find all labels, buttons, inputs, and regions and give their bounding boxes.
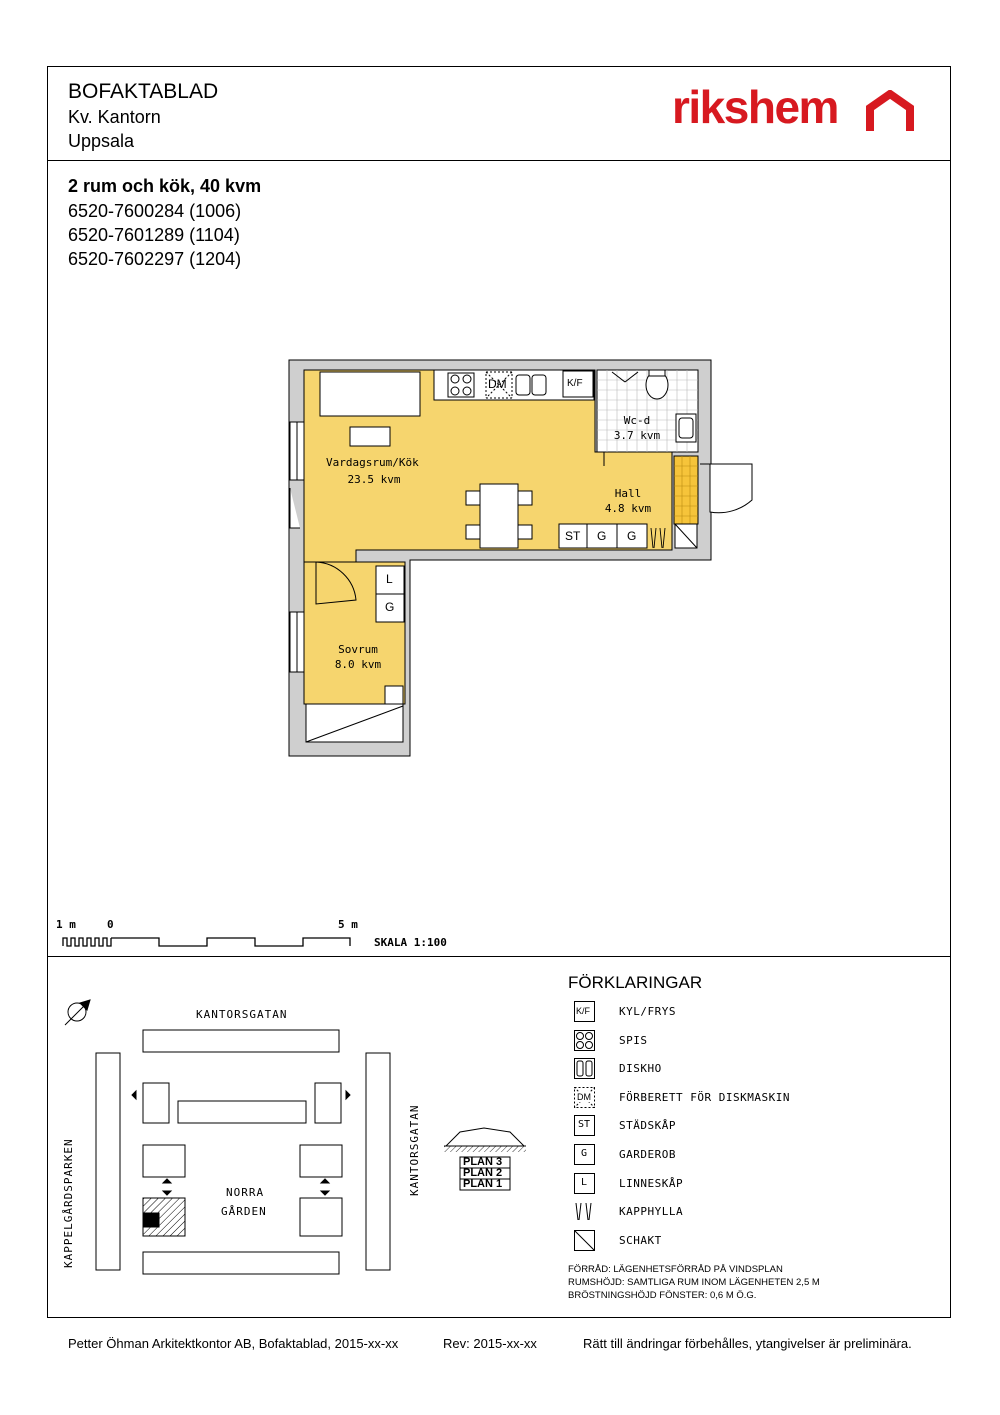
kapphylla-icon <box>574 1201 595 1222</box>
street-label-top: KANTORSGATAN <box>196 1008 288 1021</box>
scale-bar <box>60 934 360 950</box>
garderob-label: G <box>385 600 395 614</box>
note-storage: FÖRRÅD: LÄGENHETSFÖRRÅD PÅ VINDSPLAN <box>568 1264 783 1275</box>
room-label: Hall <box>614 487 642 500</box>
apartment-type: 2 rum och kök, 40 kvm <box>68 176 262 196</box>
footer-disclaimer: Rätt till ändringar förbehålles, ytangivelser är preliminära. <box>583 1336 912 1351</box>
city-name: Uppsala <box>68 131 135 151</box>
footer-company: Petter Öhman Arkitektkontor AB, Bofaktablad, 2015-xx-xx <box>68 1336 399 1351</box>
note-room-height: RUMSHÖJD: SAMTLIGA RUM INOM LÄGENHETEN 2,5 M <box>568 1277 820 1288</box>
room-area: 23.5 kvm <box>347 473 401 486</box>
scale-0: 0 <box>107 918 114 931</box>
linneskap-label: L <box>386 572 393 586</box>
stadskap-label: ST <box>565 529 581 543</box>
park-label-left: KAPPELGÅRDSPARKEN <box>62 1138 75 1268</box>
block-name: Kv. Kantorn <box>68 107 161 127</box>
street-label-right: KANTORSGATAN <box>408 1104 421 1196</box>
spis-icon <box>574 1030 595 1051</box>
diskho-icon <box>574 1058 595 1079</box>
footer-rev: Rev: 2015-xx-xx <box>443 1336 537 1351</box>
yard-label: GÅRDEN <box>221 1205 267 1218</box>
schakt-icon <box>574 1230 595 1251</box>
north-arrow-icon <box>65 1000 90 1025</box>
diskmaskin-label: DM <box>488 377 507 391</box>
legend-title: FÖRKLARINGAR <box>568 973 703 992</box>
room-label: Vardagsrum/Kök <box>326 456 419 469</box>
site-plan <box>50 995 470 1295</box>
scale-1m: 1 m <box>56 918 76 931</box>
garderob-label: G <box>627 529 637 543</box>
rikshem-logo: rikshem <box>672 86 917 138</box>
room-label: Sovrum <box>338 643 378 656</box>
kyl-frys-label: K/F <box>567 378 583 389</box>
floor-label: PLAN 1 <box>463 1178 503 1190</box>
room-area: 8.0 kvm <box>334 658 382 671</box>
document-title: BOFAKTABLAD <box>68 80 219 103</box>
floor-label: PLAN 3 <box>463 1156 503 1168</box>
garderob-label: G <box>597 529 607 543</box>
floor-label: PLAN 2 <box>463 1167 503 1179</box>
scale-label: SKALA 1:100 <box>374 936 447 949</box>
room-area: 4.8 kvm <box>604 502 652 515</box>
scale-5m: 5 m <box>338 918 358 931</box>
room-area: 3.7 kvm <box>613 429 661 442</box>
apartment-id: 6520-7602297 (1204) <box>68 249 242 269</box>
apartment-id: 6520-7601289 (1104) <box>68 225 240 245</box>
yard-label: NORRA <box>226 1186 265 1199</box>
room-label: Wc-d <box>623 414 651 427</box>
note-window-height: BRÖSTNINGSHÖJD FÖNSTER: 0,6 M Ö.G. <box>568 1290 757 1301</box>
apartment-id: 6520-7600284 (1006) <box>68 201 242 221</box>
